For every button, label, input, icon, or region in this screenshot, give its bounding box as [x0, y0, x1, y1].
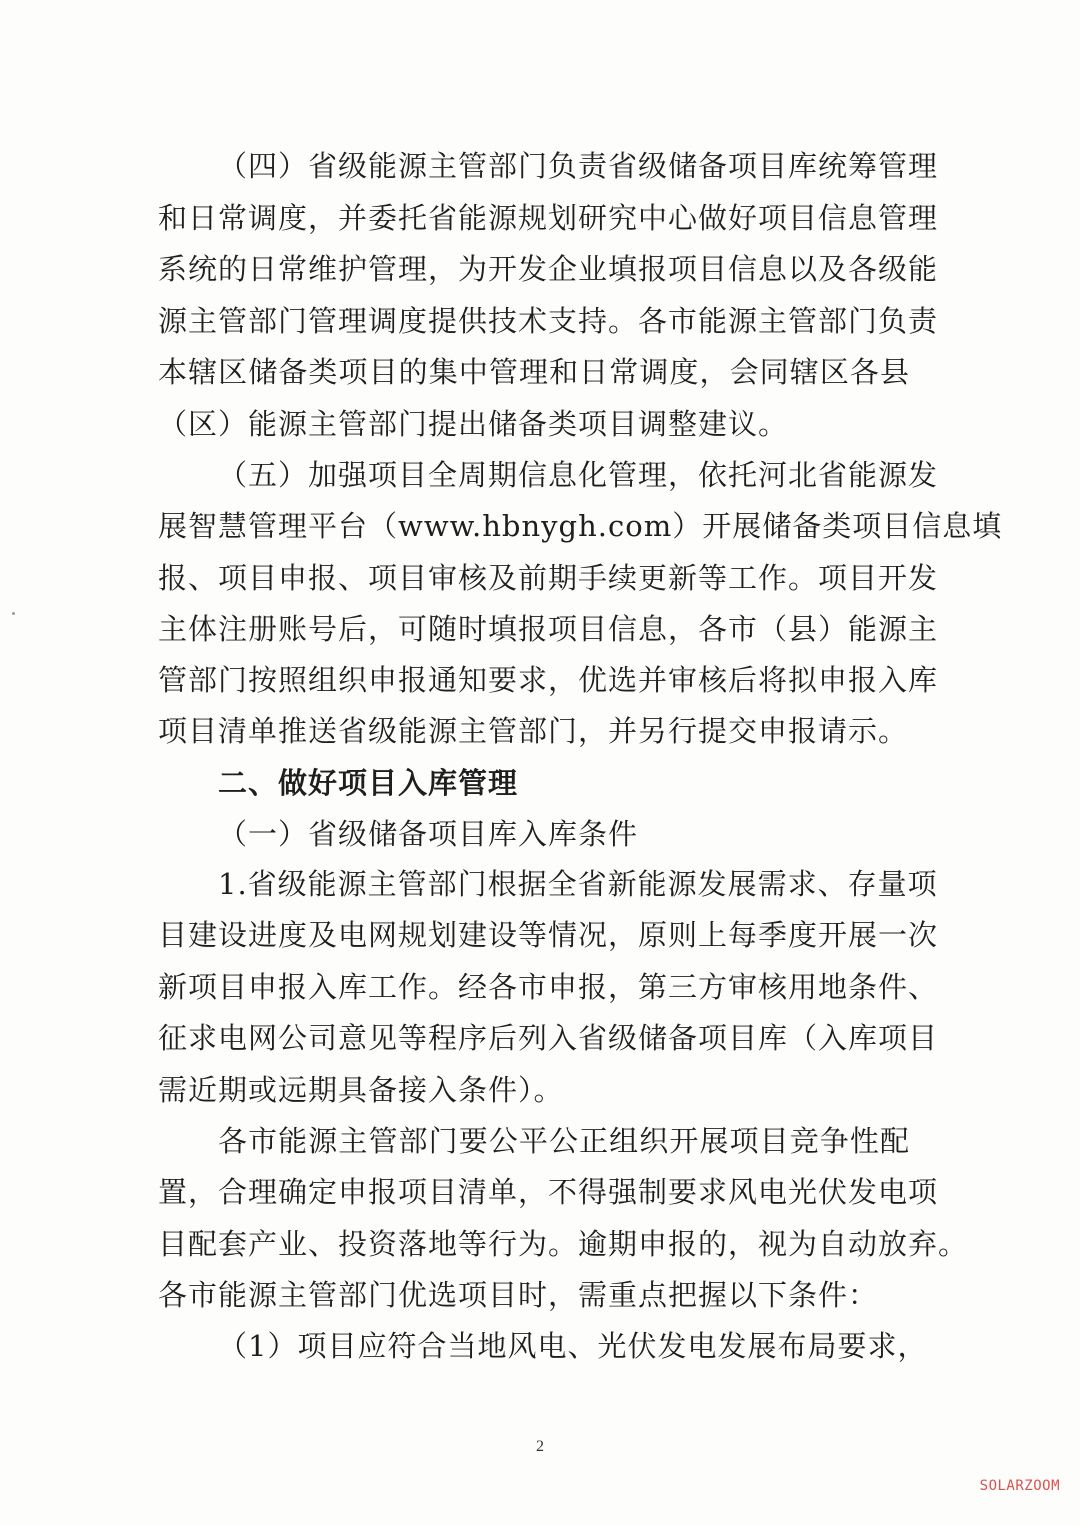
paragraph-cities-line-3: 目配套产业、投资落地等行为。逾期申报的，视为自动放弃。: [158, 1227, 969, 1261]
subsection-heading: （一）省级储备项目库入库条件: [218, 817, 639, 851]
paragraph-cities-line-4: 各市能源主管部门优选项目时，需重点把握以下条件：: [158, 1278, 879, 1312]
paragraph-5-line-2: 展智慧管理平台（www.hbnygh.com）开展储备类项目信息填: [158, 509, 1003, 543]
item-1-line-1: 1.省级能源主管部门根据全省新能源发展需求、存量项: [218, 867, 938, 901]
paragraph-4-line-5: 本辖区储备类项目的集中管理和日常调度，会同辖区各县: [158, 355, 910, 389]
paragraph-4-line-1: （四）省级能源主管部门负责省级储备项目库统筹管理: [218, 149, 939, 183]
paragraph-cities-line-1: 各市能源主管部门要公平公正组织开展项目竞争性配: [218, 1124, 910, 1158]
paragraph-4-line-6: （区）能源主管部门提出储备类项目调整建议。: [158, 407, 789, 441]
paragraph-4-line-4: 源主管部门管理调度提供技术支持。各市能源主管部门负责: [158, 304, 939, 338]
item-1-line-3: 新项目申报入库工作。经各市申报，第三方审核用地条件、: [158, 970, 939, 1004]
item-1-line-5: 需近期或远期具备接入条件）。: [158, 1073, 564, 1107]
item-1-line-4: 征求电网公司意见等程序后列入省级储备项目库（入库项目: [158, 1021, 939, 1055]
paragraph-5-line-3: 报、项目申报、项目审核及前期手续更新等工作。项目开发: [158, 561, 939, 595]
paragraph-5-line-4: 主体注册账号后，可随时填报项目信息，各市（县）能源主: [158, 612, 939, 646]
paragraph-5-line-1: （五）加强项目全周期信息化管理，依托河北省能源发: [218, 458, 939, 492]
section-heading: 二、做好项目入库管理: [218, 766, 519, 800]
page-number: 2: [536, 1438, 544, 1455]
paragraph-4-line-2: 和日常调度，并委托省能源规划研究中心做好项目信息管理: [158, 201, 939, 235]
item-1-line-2: 目建设进度及电网规划建设等情况，原则上每季度开展一次: [158, 918, 939, 952]
paragraph-cities-line-2: 置，合理确定申报项目清单，不得强制要求风电光伏发电项: [158, 1175, 939, 1209]
condition-1-line-1: （1）项目应符合当地风电、光伏发电发展布局要求，: [218, 1329, 928, 1363]
scan-speck: [12, 612, 15, 615]
paragraph-5-line-5: 管部门按照组织申报通知要求，优选并审核后将拟申报入库: [158, 663, 939, 697]
watermark: SOLARZOOM: [979, 1478, 1060, 1494]
paragraph-4-line-3: 系统的日常维护管理，为开发企业填报项目信息以及各级能: [158, 252, 939, 286]
paragraph-5-line-6: 项目清单推送省级能源主管部门，并另行提交申报请示。: [158, 714, 909, 748]
